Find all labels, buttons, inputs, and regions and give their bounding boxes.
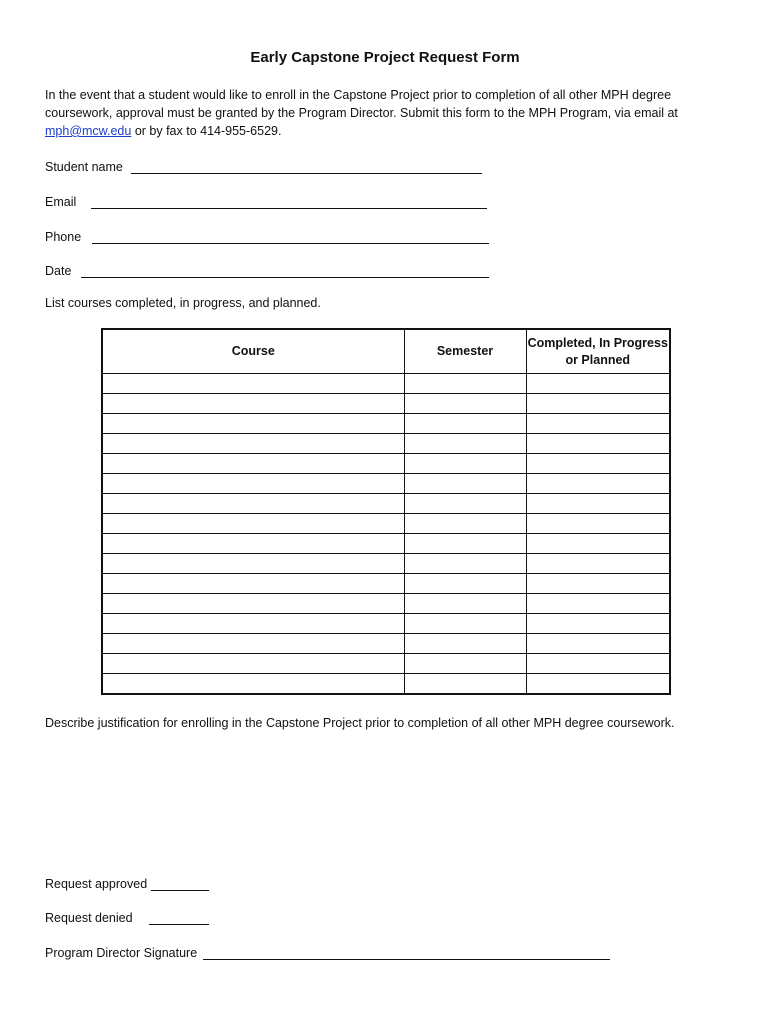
- intro-tail: or by fax to 414-955-6529.: [131, 124, 282, 138]
- semester-cell[interactable]: [404, 654, 526, 674]
- date-line[interactable]: [81, 263, 489, 278]
- semester-cell[interactable]: [404, 414, 526, 434]
- status-cell[interactable]: [526, 534, 670, 554]
- status-cell[interactable]: [526, 434, 670, 454]
- course-row: [102, 534, 670, 554]
- course-cell[interactable]: [102, 494, 404, 514]
- course-cell[interactable]: [102, 634, 404, 654]
- status-cell[interactable]: [526, 494, 670, 514]
- denied-label: Request denied: [45, 911, 133, 925]
- status-cell[interactable]: [526, 374, 670, 394]
- course-cell[interactable]: [102, 654, 404, 674]
- intro-paragraph: [45, 86, 725, 140]
- course-row: [102, 674, 670, 695]
- signature-field: [45, 942, 610, 960]
- course-cell[interactable]: [102, 454, 404, 474]
- courses-table: [101, 328, 671, 695]
- course-cell[interactable]: [102, 534, 404, 554]
- semester-cell[interactable]: [404, 494, 526, 514]
- semester-cell[interactable]: [404, 594, 526, 614]
- course-row: [102, 614, 670, 634]
- form-title: Early Capstone Project Request Form: [250, 49, 520, 66]
- semester-cell[interactable]: [404, 614, 526, 634]
- courses-header-row: [102, 329, 670, 374]
- status-cell[interactable]: [526, 514, 670, 534]
- semester-cell[interactable]: [404, 474, 526, 494]
- status-cell[interactable]: [526, 394, 670, 414]
- semester-cell[interactable]: [404, 454, 526, 474]
- course-header: Course: [102, 329, 404, 374]
- courses-instruction: List courses completed, in progress, and planned.: [45, 296, 321, 310]
- course-cell[interactable]: [102, 614, 404, 634]
- course-cell[interactable]: [102, 674, 404, 695]
- course-row: [102, 474, 670, 494]
- email-line[interactable]: [91, 194, 487, 209]
- status-cell[interactable]: [526, 554, 670, 574]
- denied-line[interactable]: [149, 910, 209, 925]
- course-row: [102, 654, 670, 674]
- status-cell[interactable]: [526, 414, 670, 434]
- date-label: Date: [45, 264, 72, 278]
- semester-cell[interactable]: [404, 434, 526, 454]
- email-link[interactable]: mph@mcw.edu: [45, 124, 132, 138]
- student-name-label: Student name: [45, 160, 123, 174]
- semester-cell[interactable]: [404, 634, 526, 654]
- semester-cell[interactable]: [404, 514, 526, 534]
- status-cell[interactable]: [526, 474, 670, 494]
- course-row: [102, 414, 670, 434]
- course-cell[interactable]: [102, 414, 404, 434]
- course-row: [102, 494, 670, 514]
- course-row: [102, 574, 670, 594]
- email-label: Email: [45, 195, 77, 209]
- approved-line[interactable]: [151, 876, 209, 891]
- signature-label: Program Director Signature: [45, 946, 198, 960]
- course-row: [102, 434, 670, 454]
- semester-cell[interactable]: [404, 674, 526, 695]
- approved-field: [45, 873, 209, 891]
- justification-prompt: Describe justification for enrolling in the Capstone Project prior to completion of all other MPH degree coursework.: [45, 716, 675, 730]
- status-cell[interactable]: [526, 454, 670, 474]
- status-cell[interactable]: [526, 574, 670, 594]
- status-header: Completed, In Progress or Planned: [526, 329, 670, 374]
- semester-cell[interactable]: [404, 394, 526, 414]
- course-row: [102, 514, 670, 534]
- course-cell[interactable]: [102, 554, 404, 574]
- semester-cell[interactable]: [404, 374, 526, 394]
- status-cell[interactable]: [526, 634, 670, 654]
- courses-body: [102, 374, 670, 695]
- phone-label: Phone: [45, 230, 82, 244]
- semester-header: Semester: [404, 329, 526, 374]
- approved-label: Request approved: [45, 877, 148, 891]
- course-row: [102, 394, 670, 414]
- status-cell[interactable]: [526, 594, 670, 614]
- course-cell[interactable]: [102, 394, 404, 414]
- course-row: [102, 454, 670, 474]
- student-name-field: [45, 156, 482, 174]
- status-cell[interactable]: [526, 674, 670, 695]
- intro-text: In the event that a student would like to enroll in the Capstone Project prior to completion of all other MPH degree coursework, approval must be granted by the Program Director. Submit this form to the MPH Program, via email at: [45, 88, 678, 120]
- phone-line[interactable]: [92, 229, 489, 244]
- student-name-line[interactable]: [131, 159, 482, 174]
- course-cell[interactable]: [102, 434, 404, 454]
- status-cell[interactable]: [526, 614, 670, 634]
- course-cell[interactable]: [102, 374, 404, 394]
- course-row: [102, 594, 670, 614]
- course-row: [102, 374, 670, 394]
- signature-line[interactable]: [203, 945, 610, 960]
- course-row: [102, 554, 670, 574]
- phone-field: [45, 226, 489, 244]
- semester-cell[interactable]: [404, 574, 526, 594]
- date-field: [45, 260, 489, 278]
- course-cell[interactable]: [102, 514, 404, 534]
- course-row: [102, 634, 670, 654]
- semester-cell[interactable]: [404, 554, 526, 574]
- email-field: [45, 191, 487, 209]
- course-cell[interactable]: [102, 474, 404, 494]
- course-cell[interactable]: [102, 574, 404, 594]
- semester-cell[interactable]: [404, 534, 526, 554]
- denied-field: [45, 907, 209, 925]
- course-cell[interactable]: [102, 594, 404, 614]
- status-cell[interactable]: [526, 654, 670, 674]
